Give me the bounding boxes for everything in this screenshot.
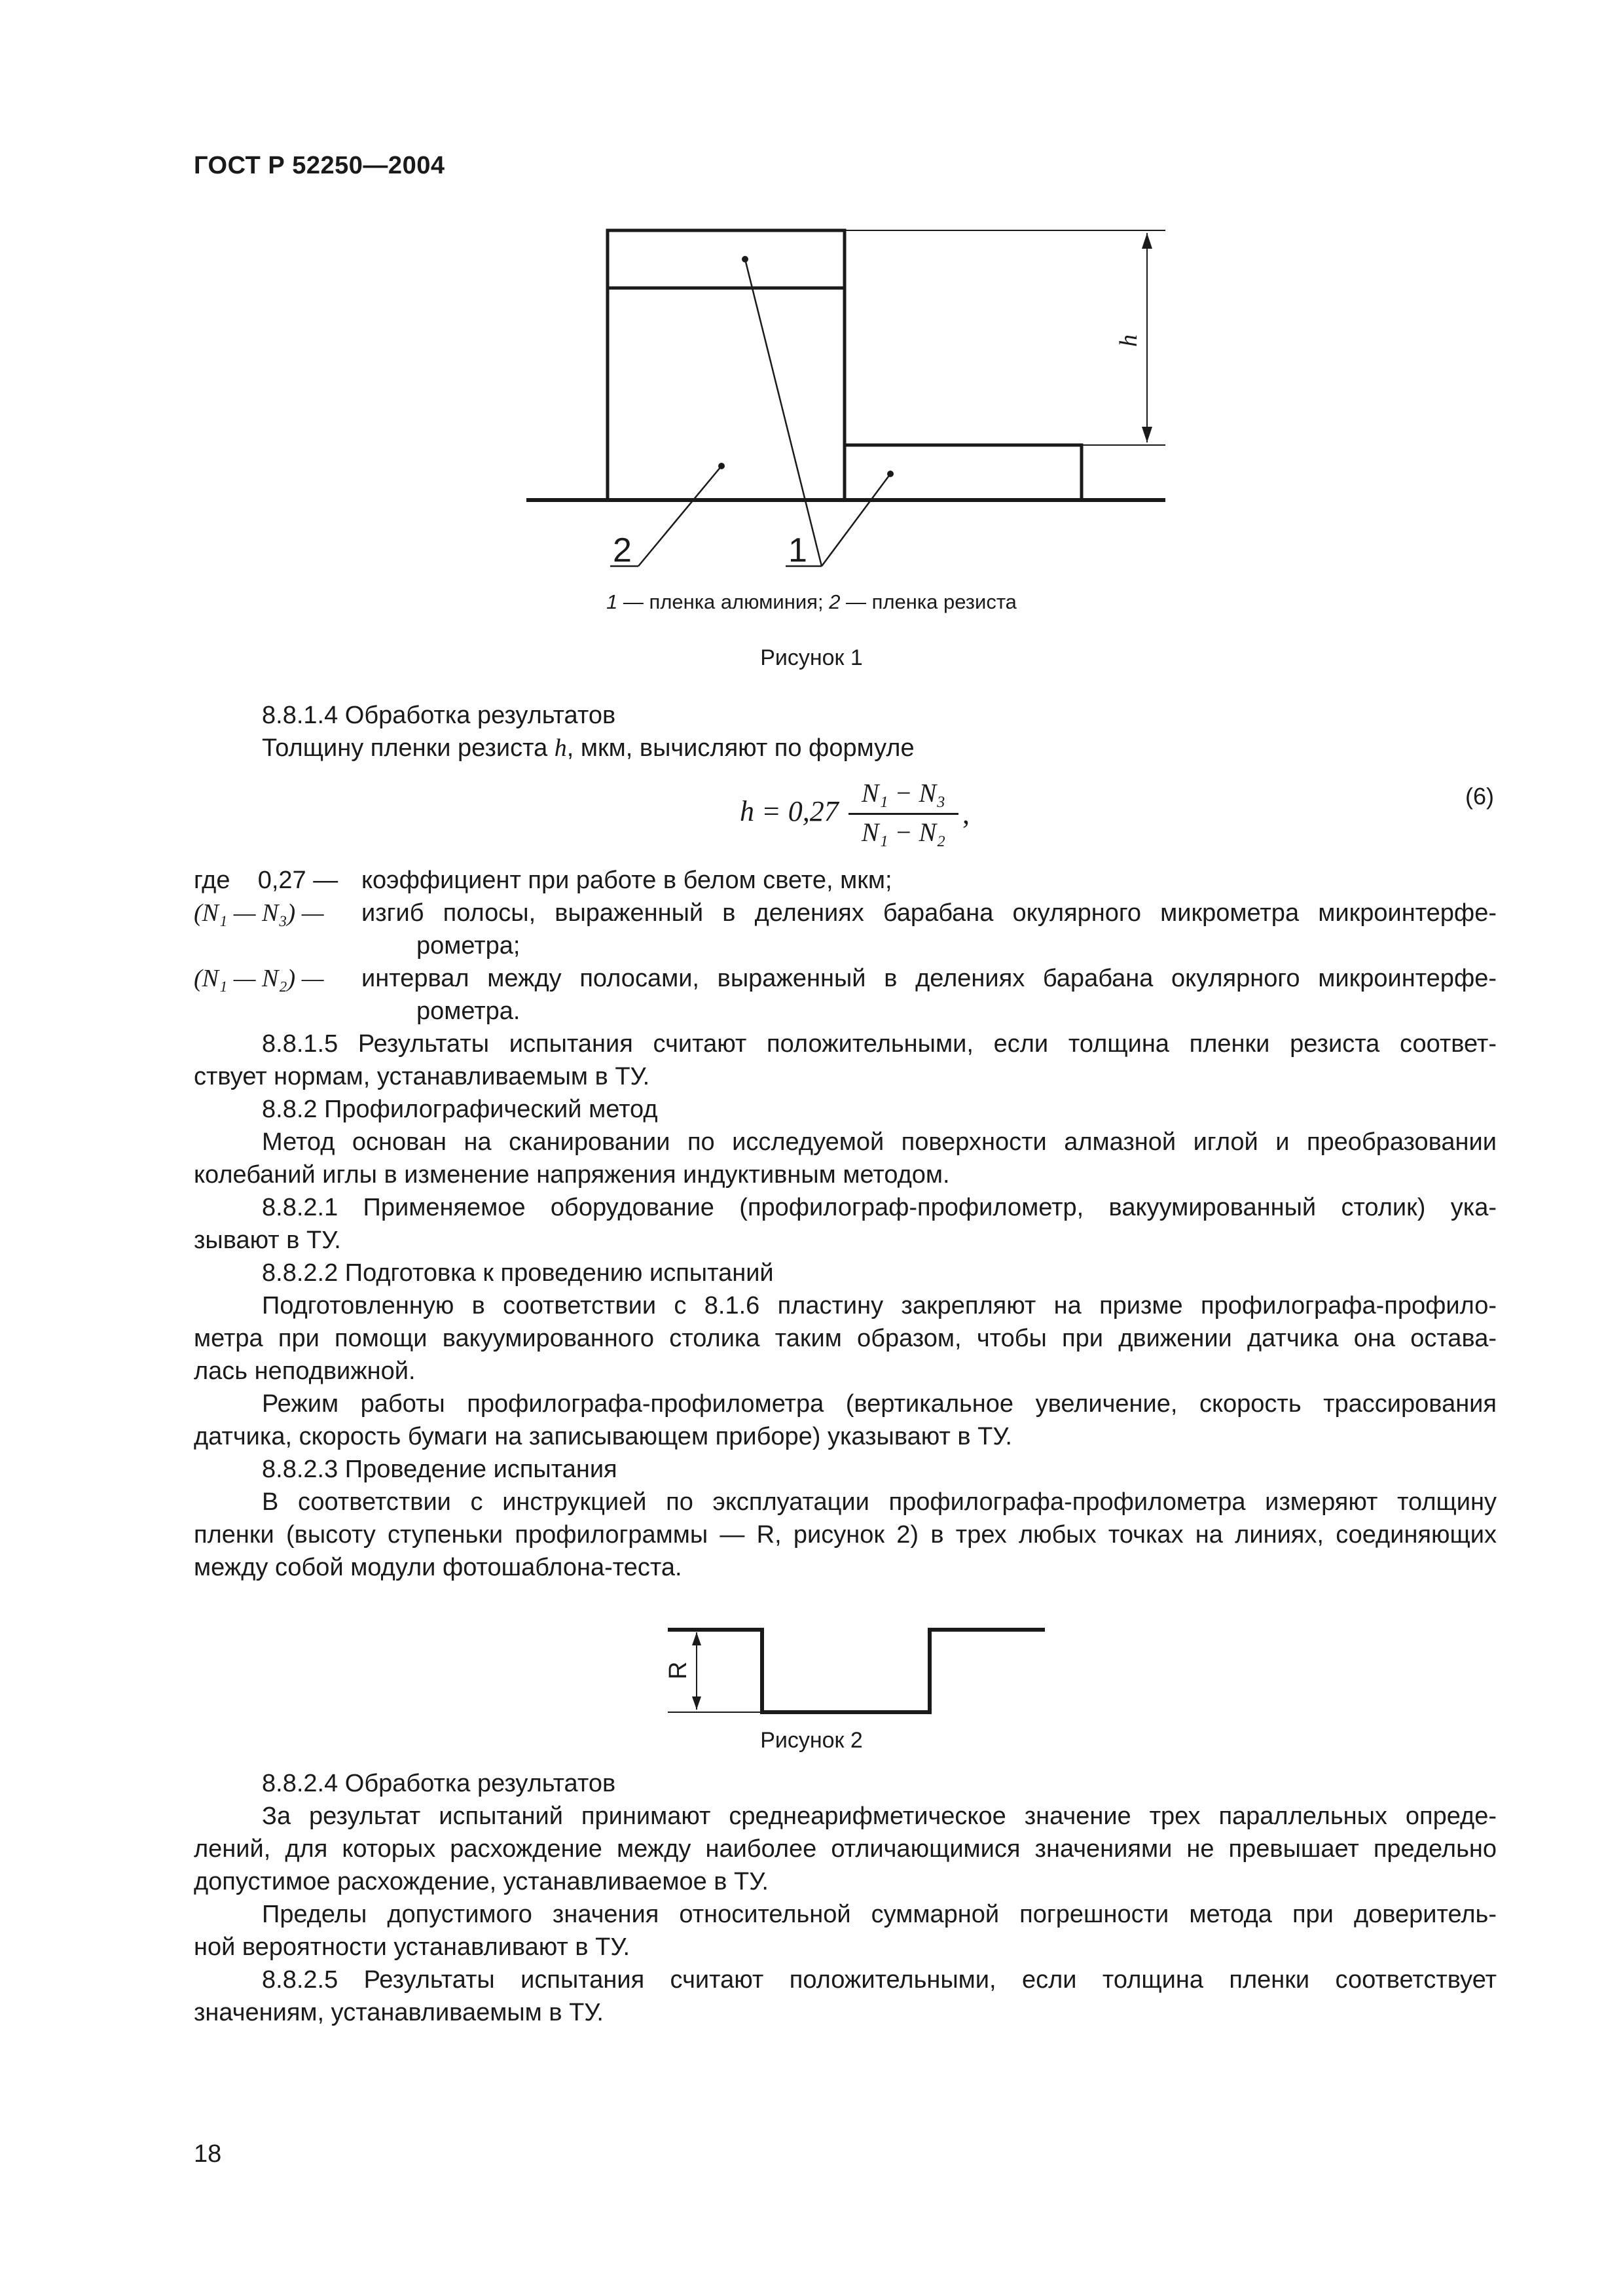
body-line: Режим работы профилографа-профилометра (вертикальное увеличение, скорость трассирования (262, 1390, 1497, 1418)
body-line: 8.8.2 Профилографический метод (262, 1096, 658, 1123)
formula-comma: , (962, 798, 970, 830)
body-line: пленки (высоту ступеньки профилограммы — R, рисунок 2) в трех любых точках на линиях, соединяющих (194, 1521, 1497, 1549)
body-line: 8.8.2.3 Проведение испытания (262, 1456, 617, 1483)
document-header: ГОСТ Р 52250—2004 (194, 152, 445, 179)
body-line: 8.8.2.1 Применяемое оборудование (профилограф-профилометр, вакуумированный столик) ука- (262, 1194, 1497, 1221)
figure-1-drawing (0, 0, 1623, 589)
body-line: зывают в ТУ. (194, 1227, 341, 1254)
where-key-3: (N₁ — N₂) — (194, 965, 324, 992)
body-line: колебаний иглы в изменение напряжения индуктивным методом. (194, 1161, 950, 1189)
body-line: метра при помощи вакуумированного столика таким образом, чтобы при движении датчика она остава- (194, 1325, 1497, 1352)
body-text-2 (194, 1767, 1497, 2029)
figure-2-dim-label: R (665, 1661, 692, 1679)
formula-denominator: N₁ − N₂ (861, 817, 946, 847)
body-line: 8.8.2.2 Подготовка к проведению испытаний (262, 1259, 774, 1287)
page-number: 18 (194, 2140, 222, 2168)
aluminium-film (608, 230, 845, 288)
body-line: допустимое расхождение, устанавливаемое в ТУ. (194, 1868, 769, 1895)
body-line: 8.8.2.5 Результаты испытания считают положительными, если толщина пленки соответствует (262, 1966, 1497, 1994)
legend-text-2: — пленка резиста (840, 590, 1017, 613)
figure-1-label-2: 2 (613, 531, 632, 569)
resist-film (608, 288, 845, 500)
figure-1-caption: Рисунок 1 (760, 645, 863, 670)
profilogram-line (668, 1630, 1045, 1712)
where-key-2: (N₁ — N₃) — (194, 899, 324, 927)
where-text-3a: интервал между полосами, выраженный в делениях барабана окулярного микроинтерфе- (361, 965, 1497, 992)
body-line: лась неподвижной. (194, 1357, 416, 1385)
body-line: ной вероятности устанавливают в ТУ. (194, 1933, 630, 1961)
body-line: Подготовленную в соответствии с 8.1.6 пластину закрепляют на призме профилографа-профило- (262, 1292, 1497, 1319)
body-line: 8.8.2.4 Обработка результатов (262, 1770, 616, 1797)
where-key-1: где 0,27 — (194, 867, 338, 894)
formula-intro: Толщину пленки резиста h, мкм, вычисляют по формуле (262, 734, 915, 762)
body-line: значениям, устанавливаемым в ТУ. (194, 1999, 604, 2026)
figure-2-caption: Рисунок 2 (760, 1728, 863, 1753)
figure-1-label-1: 1 (788, 531, 807, 569)
legend-text-1: — пленка алюминия; (617, 590, 830, 613)
fraction-bar (848, 813, 958, 815)
legend-key-1: 1 (606, 590, 618, 613)
formula-number: (6) (1465, 783, 1494, 810)
resist-thin-film (845, 445, 1082, 500)
section-8814 (194, 699, 1497, 764)
where-text-1: коэффициент при работе в белом свете, мкм; (361, 867, 892, 894)
where-text-2b: рометра; (416, 932, 520, 960)
body-line: ствует нормам, устанавливаемым в ТУ. (194, 1063, 650, 1090)
figure-1-legend (0, 590, 1623, 614)
body-line: 8.8.1.5 Результаты испытания считают положительными, если толщина пленки резиста соответ- (262, 1030, 1497, 1058)
figure-1-dim-label: h (1115, 334, 1142, 347)
body-line: Пределы допустимого значения относительной суммарной погрешности метода при доверитель- (262, 1901, 1497, 1928)
formula-lhs: h = 0,27 (740, 795, 839, 827)
body-line: лений, для которых расхождение между наиболее отличающимися значениями не превышает предельно (194, 1835, 1497, 1863)
body-line: между собой модули фотошаблона-теста. (194, 1554, 682, 1581)
formula-numerator: N₁ − N₃ (861, 778, 946, 808)
body-line: Метод основан на сканировании по исследуемой поверхности алмазной иглой и преобразовании (262, 1128, 1497, 1156)
body-line: За результат испытаний принимают среднеарифметическое значение трех параллельных опреде- (262, 1803, 1497, 1830)
legend-key-2: 2 (829, 590, 841, 613)
where-text-3b: рометра. (416, 997, 520, 1025)
body-line: датчика, скорость бумаги на записывающем приборе) указывают в ТУ. (194, 1423, 1012, 1450)
body-line: В соответствии с инструкцией по эксплуатации профилографа-профилометра измеряют толщину (262, 1488, 1497, 1516)
body-text-1 (194, 1028, 1497, 1584)
where-text-2a: изгиб полосы, выраженный в делениях барабана окулярного микрометра микроинтерфе- (361, 899, 1497, 927)
section-heading: 8.8.1.4 Обработка результатов (262, 702, 616, 729)
